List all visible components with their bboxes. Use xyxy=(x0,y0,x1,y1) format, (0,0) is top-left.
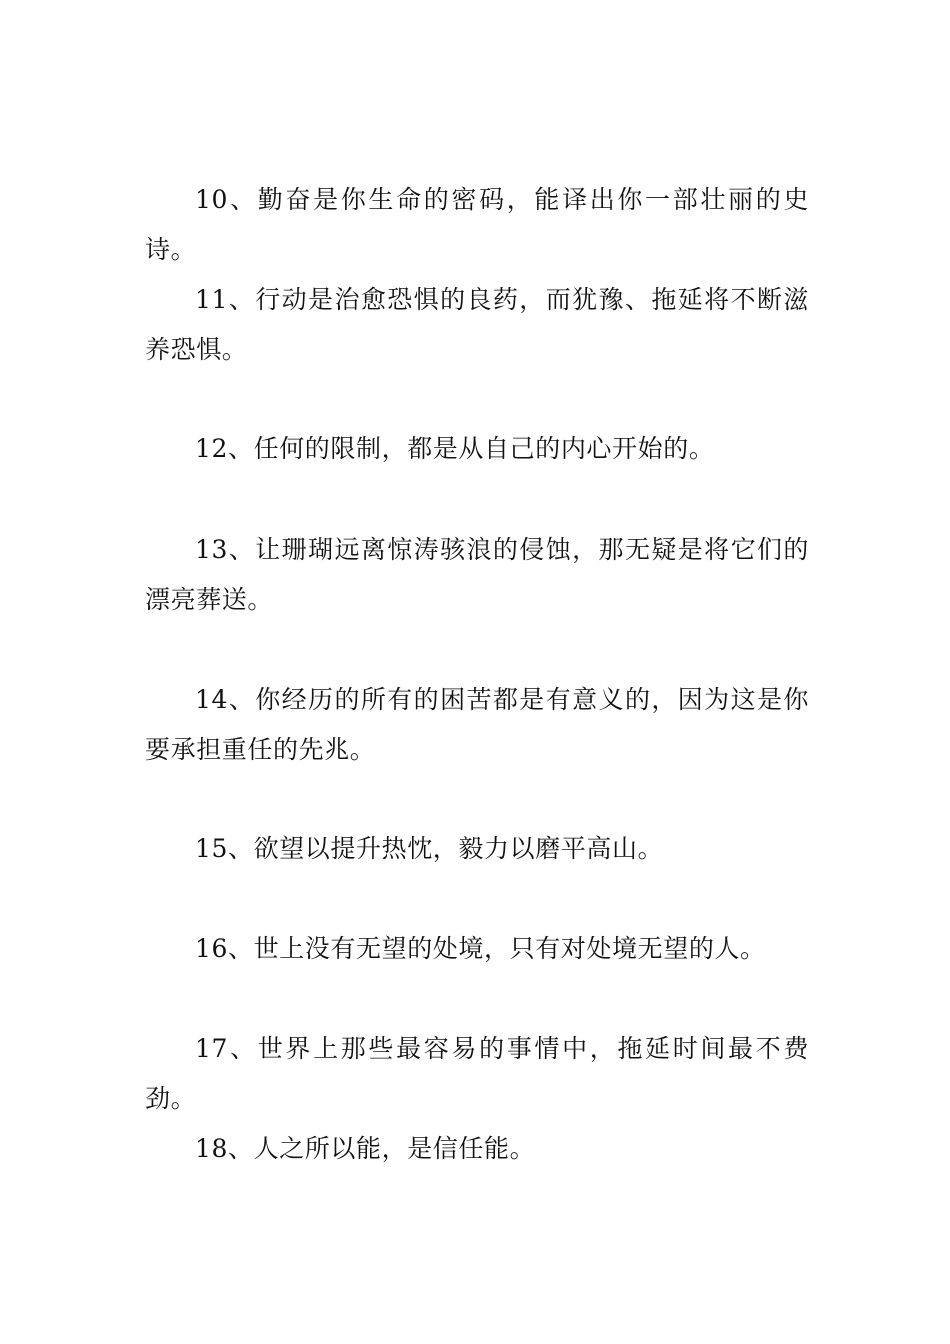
quote-paragraph-11: 11、行动是治愈恐惧的良药，而犹豫、拖延将不断滋养恐惧。 xyxy=(145,285,809,364)
quote-paragraph-15: 15、欲望以提升热忱，毅力以磨平高山。 xyxy=(195,834,664,863)
quote-paragraph-10: 10、勤奋是你生命的密码，能译出你一部壮丽的史诗。 xyxy=(145,185,809,264)
quote-paragraph-18: 18、人之所以能，是信任能。 xyxy=(195,1134,536,1163)
quote-paragraph-14: 14、你经历的所有的困苦都是有意义的，因为这是你要承担重任的先兆。 xyxy=(145,685,809,764)
quote-paragraph-16: 16、世上没有无望的处境，只有对处境无望的人。 xyxy=(195,934,766,963)
quote-paragraph-12: 12、任何的限制，都是从自己的内心开始的。 xyxy=(195,434,715,463)
quote-paragraph-17: 17、世界上那些最容易的事情中，拖延时间最不费劲。 xyxy=(145,1034,809,1113)
quote-paragraph-13: 13、让珊瑚远离惊涛骇浪的侵蚀，那无疑是将它们的漂亮葬送。 xyxy=(145,535,809,614)
